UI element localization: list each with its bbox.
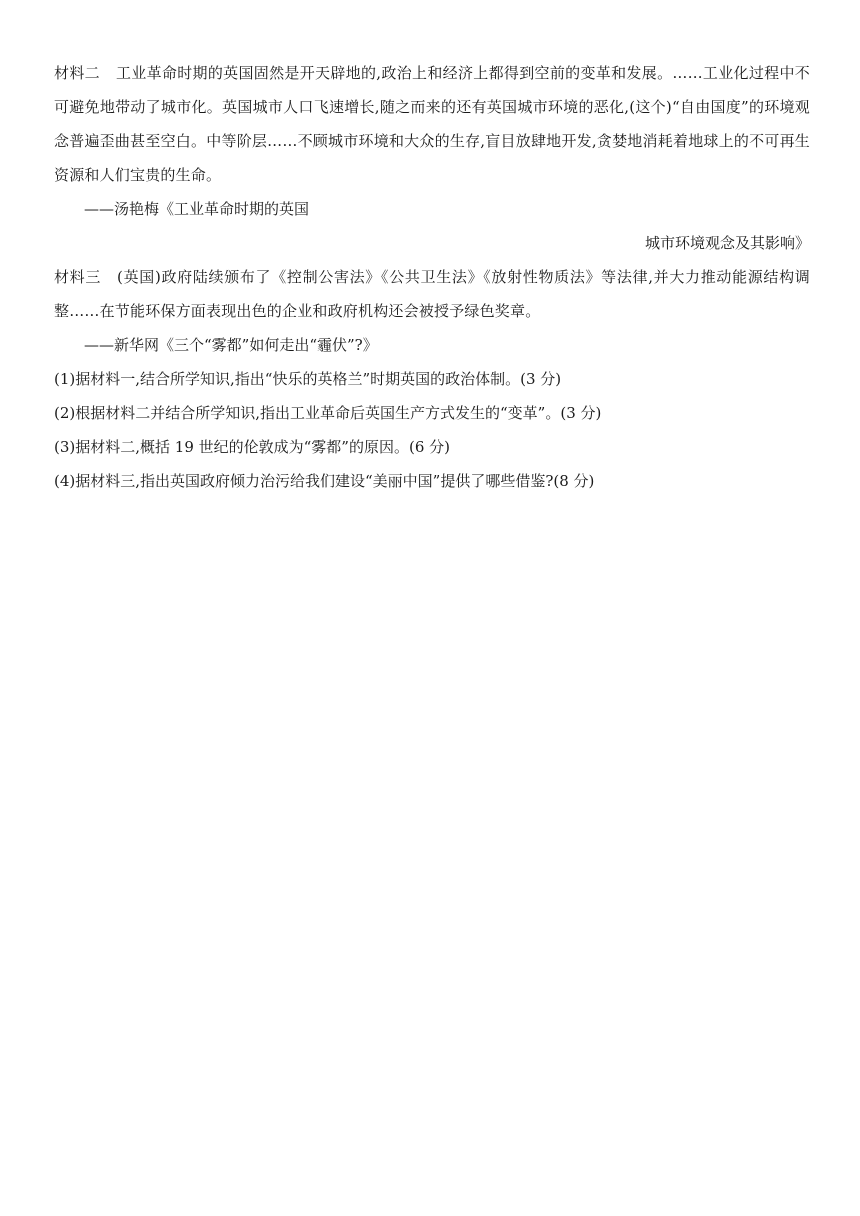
material-two-paragraph bbox=[54, 56, 810, 192]
question-3: (3)据材料二,概括 19 世纪的伦敦成为“雾都”的原因。(6 分) bbox=[54, 438, 450, 456]
material-two-source: ——汤艳梅《工业革命时期的英国 bbox=[84, 200, 310, 218]
material-three-paragraph bbox=[54, 260, 810, 328]
material-three-source: ——新华网《三个“雾都”如何走出“霾伏”?》 bbox=[84, 336, 378, 354]
question-2: (2)根据材料二并结合所学知识,指出工业革命后英国生产方式发生的“变革”。(3 分) bbox=[54, 404, 602, 422]
question-4: (4)据材料三,指出英国政府倾力治污给我们建设“美丽中国”提供了哪些借鉴?(8 分) bbox=[54, 472, 595, 490]
material-three-text: (英国)政府陆续颁布了《控制公害法》《公共卫生法》《放射性物质法》等法律,并大力推动能源结构调整……在节能环保方面表现出色的企业和政府机构还会被授予绿色奖章。 bbox=[54, 268, 810, 320]
material-two-text: 工业革命时期的英国固然是开天辟地的,政治上和经济上都得到空前的变革和发展。……工业化过程中不可避免地带动了城市化。英国城市人口飞速增长,随之而来的还有英国城市环境的恶化,(这个)“自由国度”的环境观念普遍歪曲甚至空白。中等阶层……不顾城市环境和大众的生存,盲目放肆地开发,贪婪地消耗着地球上的不可再生资源和人们宝贵的生命。 bbox=[54, 64, 810, 184]
question-1: (1)据材料一,结合所学知识,指出“快乐的英格兰”时期英国的政治体制。(3 分) bbox=[54, 370, 562, 388]
material-two-label: 材料二 bbox=[54, 64, 100, 82]
material-three-label: 材料三 bbox=[54, 268, 102, 286]
material-two-source-continued: 城市环境观念及其影响》 bbox=[644, 234, 810, 252]
document-page bbox=[54, 56, 810, 498]
